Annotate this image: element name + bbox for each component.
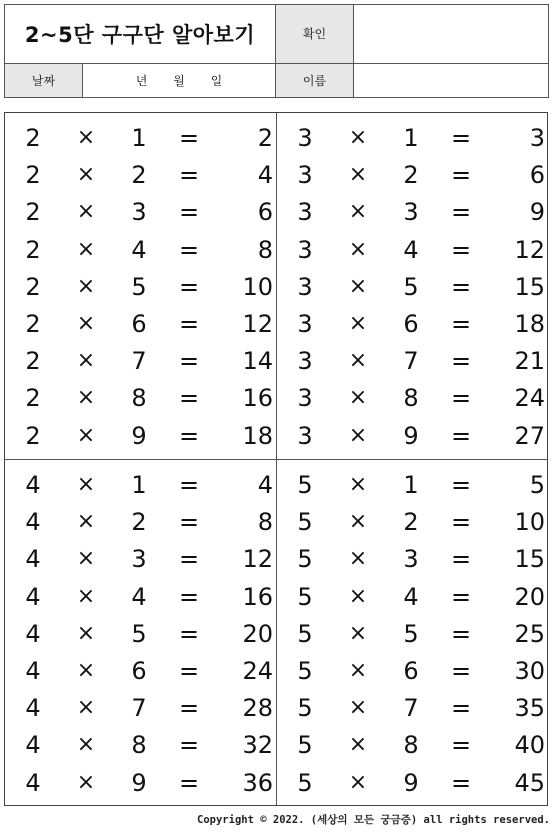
times-sign: × (76, 732, 96, 758)
product: 18 (514, 310, 545, 338)
times-sign: × (76, 162, 96, 188)
table-row (5, 727, 276, 763)
multiplier: 1 (403, 471, 419, 499)
year-unit: 년 (135, 73, 148, 88)
multiplicand: 4 (25, 508, 41, 537)
multiplier: 2 (131, 508, 147, 537)
equals-sign: = (450, 731, 472, 760)
equals-sign: = (178, 508, 200, 537)
table-row (5, 504, 276, 540)
table-row (5, 120, 276, 156)
product: 6 (257, 198, 273, 227)
equals-sign: = (178, 694, 200, 723)
multiplicand: 4 (25, 657, 41, 685)
equals-sign: = (450, 347, 472, 376)
table-row (277, 579, 548, 615)
header-table (4, 4, 549, 98)
times-sign: × (348, 620, 368, 646)
table-row (5, 194, 276, 230)
equals-sign: = (450, 619, 472, 648)
product: 2 (257, 124, 273, 152)
product: 12 (242, 545, 273, 574)
multiplier: 9 (403, 768, 419, 797)
product: 15 (514, 272, 545, 301)
multiplier: 4 (131, 582, 147, 611)
product: 10 (242, 272, 273, 301)
equals-sign: = (450, 384, 472, 413)
multiplier: 8 (403, 731, 419, 760)
equals-sign: = (450, 310, 472, 338)
times-sign: × (76, 348, 96, 374)
multiplier: 3 (403, 198, 419, 227)
product: 9 (529, 198, 545, 227)
equals-sign: = (178, 657, 200, 685)
times-sign: × (348, 273, 368, 299)
times-sign: × (348, 422, 368, 448)
multiplier: 6 (403, 657, 419, 685)
multiplier: 3 (131, 198, 147, 227)
table-block-5 (277, 460, 548, 806)
multiplier: 3 (131, 545, 147, 574)
table-row (5, 653, 276, 689)
copyright-text: Copyright © 2022. (세상의 모든 궁금증) all rights reserved. (197, 814, 550, 826)
table-row (277, 690, 548, 726)
multiplicand: 5 (297, 545, 313, 574)
times-sign: × (348, 732, 368, 758)
times-sign: × (348, 162, 368, 188)
multiplier: 8 (131, 731, 147, 760)
times-sign: × (348, 695, 368, 721)
multiplicand: 4 (25, 582, 41, 611)
multiplicand: 5 (297, 731, 313, 760)
table-block-4 (5, 460, 276, 806)
equals-sign: = (178, 619, 200, 648)
product: 40 (514, 731, 545, 760)
multiplier: 9 (403, 421, 419, 450)
multiplicand: 4 (25, 694, 41, 723)
table-row (277, 616, 548, 652)
equals-sign: = (178, 545, 200, 574)
equals-sign: = (178, 124, 200, 152)
equals-sign: = (450, 657, 472, 685)
multiplicand: 3 (297, 198, 313, 227)
equals-sign: = (178, 161, 200, 190)
multiplicand: 3 (297, 347, 313, 376)
multiplicand: 2 (25, 124, 41, 152)
table-row (5, 690, 276, 726)
multiplicand: 5 (297, 582, 313, 611)
multiplier: 6 (403, 310, 419, 338)
product: 12 (242, 310, 273, 338)
multiplicand: 2 (25, 235, 41, 264)
multiplier: 9 (131, 421, 147, 450)
product: 27 (514, 421, 545, 450)
equals-sign: = (450, 694, 472, 723)
equals-sign: = (450, 508, 472, 537)
product: 15 (514, 545, 545, 574)
equals-sign: = (178, 384, 200, 413)
product: 3 (529, 124, 545, 152)
times-sign: × (348, 546, 368, 572)
multiplicand: 4 (25, 619, 41, 648)
table-row (5, 418, 276, 454)
multiplicand: 3 (297, 272, 313, 301)
table-row (277, 306, 548, 342)
times-sign: × (348, 125, 368, 150)
table-row (277, 727, 548, 763)
product: 35 (514, 694, 545, 723)
product: 20 (514, 582, 545, 611)
product: 14 (242, 347, 273, 376)
multiplication-grid (4, 112, 548, 806)
multiplier: 7 (131, 694, 147, 723)
equals-sign: = (450, 124, 472, 152)
table-row (277, 467, 548, 503)
table-row (277, 194, 548, 230)
equals-sign: = (178, 310, 200, 338)
table-row (5, 541, 276, 577)
worksheet-title: 2~5단 구구단 알아보기 (5, 5, 276, 64)
product: 18 (242, 421, 273, 450)
product: 12 (514, 235, 545, 264)
equals-sign: = (450, 198, 472, 227)
table-row (5, 765, 276, 801)
table-row (5, 579, 276, 615)
multiplicand: 2 (25, 310, 41, 338)
equals-sign: = (450, 272, 472, 301)
multiplier: 1 (131, 124, 147, 152)
equals-sign: = (450, 768, 472, 797)
table-block-3 (277, 113, 548, 459)
name-field[interactable] (354, 63, 549, 97)
equals-sign: = (450, 421, 472, 450)
multiplicand: 3 (297, 421, 313, 450)
multiplicand: 3 (297, 161, 313, 190)
product: 32 (242, 731, 273, 760)
multiplier: 1 (131, 471, 147, 499)
table-block-2 (5, 113, 276, 459)
times-sign: × (76, 546, 96, 572)
multiplier: 9 (131, 768, 147, 797)
times-sign: × (76, 769, 96, 795)
table-row (277, 765, 548, 801)
table-row (5, 467, 276, 503)
month-unit: 월 (173, 73, 185, 88)
equals-sign: = (178, 198, 200, 227)
table-row (277, 653, 548, 689)
table-row (5, 616, 276, 652)
product: 45 (514, 768, 545, 797)
product: 8 (257, 508, 273, 537)
multiplicand: 2 (25, 347, 41, 376)
times-sign: × (348, 311, 368, 336)
times-sign: × (76, 658, 96, 683)
table-row (277, 157, 548, 193)
multiplier: 5 (403, 272, 419, 301)
product: 4 (257, 161, 273, 190)
equals-sign: = (450, 161, 472, 190)
equals-sign: = (178, 235, 200, 264)
times-sign: × (76, 422, 96, 448)
times-sign: × (348, 658, 368, 683)
multiplicand: 4 (25, 471, 41, 499)
multiplier: 5 (131, 619, 147, 648)
multiplier: 5 (131, 272, 147, 301)
multiplicand: 5 (297, 471, 313, 499)
times-sign: × (76, 583, 96, 609)
multiplier: 6 (131, 310, 147, 338)
multiplicand: 5 (297, 508, 313, 537)
multiplicand: 5 (297, 768, 313, 797)
multiplier: 5 (403, 619, 419, 648)
table-row (277, 343, 548, 379)
multiplier: 2 (403, 508, 419, 537)
times-sign: × (76, 509, 96, 535)
multiplicand: 5 (297, 694, 313, 723)
multiplicand: 5 (297, 619, 313, 648)
multiplicand: 4 (25, 768, 41, 797)
product: 10 (514, 508, 545, 537)
times-sign: × (76, 472, 96, 497)
multiplicand: 2 (25, 421, 41, 450)
product: 20 (242, 619, 273, 648)
multiplicand: 3 (297, 310, 313, 338)
times-sign: × (348, 769, 368, 795)
product: 24 (514, 384, 545, 413)
table-row (5, 343, 276, 379)
multiplicand: 5 (297, 657, 313, 685)
worksheet-header (4, 4, 548, 98)
product: 4 (257, 471, 273, 499)
table-row (277, 504, 548, 540)
equals-sign: = (450, 471, 472, 499)
name-label: 이름 (276, 63, 354, 97)
multiplicand: 4 (25, 545, 41, 574)
product: 25 (514, 619, 545, 648)
product: 16 (242, 384, 273, 413)
multiplicand: 4 (25, 731, 41, 760)
table-row (277, 541, 548, 577)
product: 8 (257, 235, 273, 264)
table-row (5, 157, 276, 193)
multiplier: 7 (131, 347, 147, 376)
multiplier: 6 (131, 657, 147, 685)
table-row (5, 269, 276, 305)
times-sign: × (76, 125, 96, 150)
table-row (5, 380, 276, 416)
equals-sign: = (450, 545, 472, 574)
multiplier: 4 (403, 235, 419, 264)
multiplier: 3 (403, 545, 419, 574)
times-sign: × (348, 583, 368, 609)
table-row (277, 120, 548, 156)
equals-sign: = (178, 768, 200, 797)
date-field[interactable] (83, 63, 276, 97)
equals-sign: = (450, 582, 472, 611)
day-unit: 일 (210, 73, 223, 88)
equals-sign: = (178, 582, 200, 611)
times-sign: × (348, 348, 368, 374)
multiplicand: 3 (297, 235, 313, 264)
times-sign: × (348, 472, 368, 497)
multiplier: 7 (403, 347, 419, 376)
table-row (5, 306, 276, 342)
table-row (5, 232, 276, 268)
times-sign: × (76, 273, 96, 299)
table-row (277, 232, 548, 268)
product: 28 (242, 694, 273, 723)
date-label: 날짜 (5, 63, 83, 97)
times-sign: × (348, 509, 368, 535)
times-sign: × (76, 695, 96, 721)
equals-sign: = (178, 421, 200, 450)
multiplier: 8 (403, 384, 419, 413)
multiplicand: 3 (297, 384, 313, 413)
table-row (277, 418, 548, 454)
times-sign: × (76, 311, 96, 336)
product: 6 (529, 161, 545, 190)
times-sign: × (76, 385, 96, 411)
multiplicand: 3 (297, 124, 313, 152)
multiplier: 8 (131, 384, 147, 413)
equals-sign: = (178, 347, 200, 376)
table-row (277, 380, 548, 416)
times-sign: × (76, 199, 96, 225)
times-sign: × (76, 620, 96, 646)
multiplier: 7 (403, 694, 419, 723)
product: 5 (529, 471, 545, 499)
multiplicand: 2 (25, 384, 41, 413)
equals-sign: = (178, 471, 200, 499)
equals-sign: = (178, 272, 200, 301)
multiplicand: 2 (25, 198, 41, 227)
confirm-field[interactable] (354, 5, 549, 64)
times-sign: × (348, 236, 368, 262)
times-sign: × (348, 385, 368, 411)
product: 36 (242, 768, 273, 797)
equals-sign: = (450, 235, 472, 264)
times-sign: × (348, 199, 368, 225)
times-sign: × (76, 236, 96, 262)
multiplier: 1 (403, 124, 419, 152)
multiplier: 4 (131, 235, 147, 264)
multiplier: 2 (131, 161, 147, 190)
product: 30 (514, 657, 545, 685)
confirm-label: 확인 (276, 5, 354, 64)
multiplier: 2 (403, 161, 419, 190)
product: 24 (242, 657, 273, 685)
multiplicand: 2 (25, 272, 41, 301)
equals-sign: = (178, 731, 200, 760)
product: 16 (242, 582, 273, 611)
table-row (277, 269, 548, 305)
multiplicand: 2 (25, 161, 41, 190)
product: 21 (514, 347, 545, 376)
multiplier: 4 (403, 582, 419, 611)
